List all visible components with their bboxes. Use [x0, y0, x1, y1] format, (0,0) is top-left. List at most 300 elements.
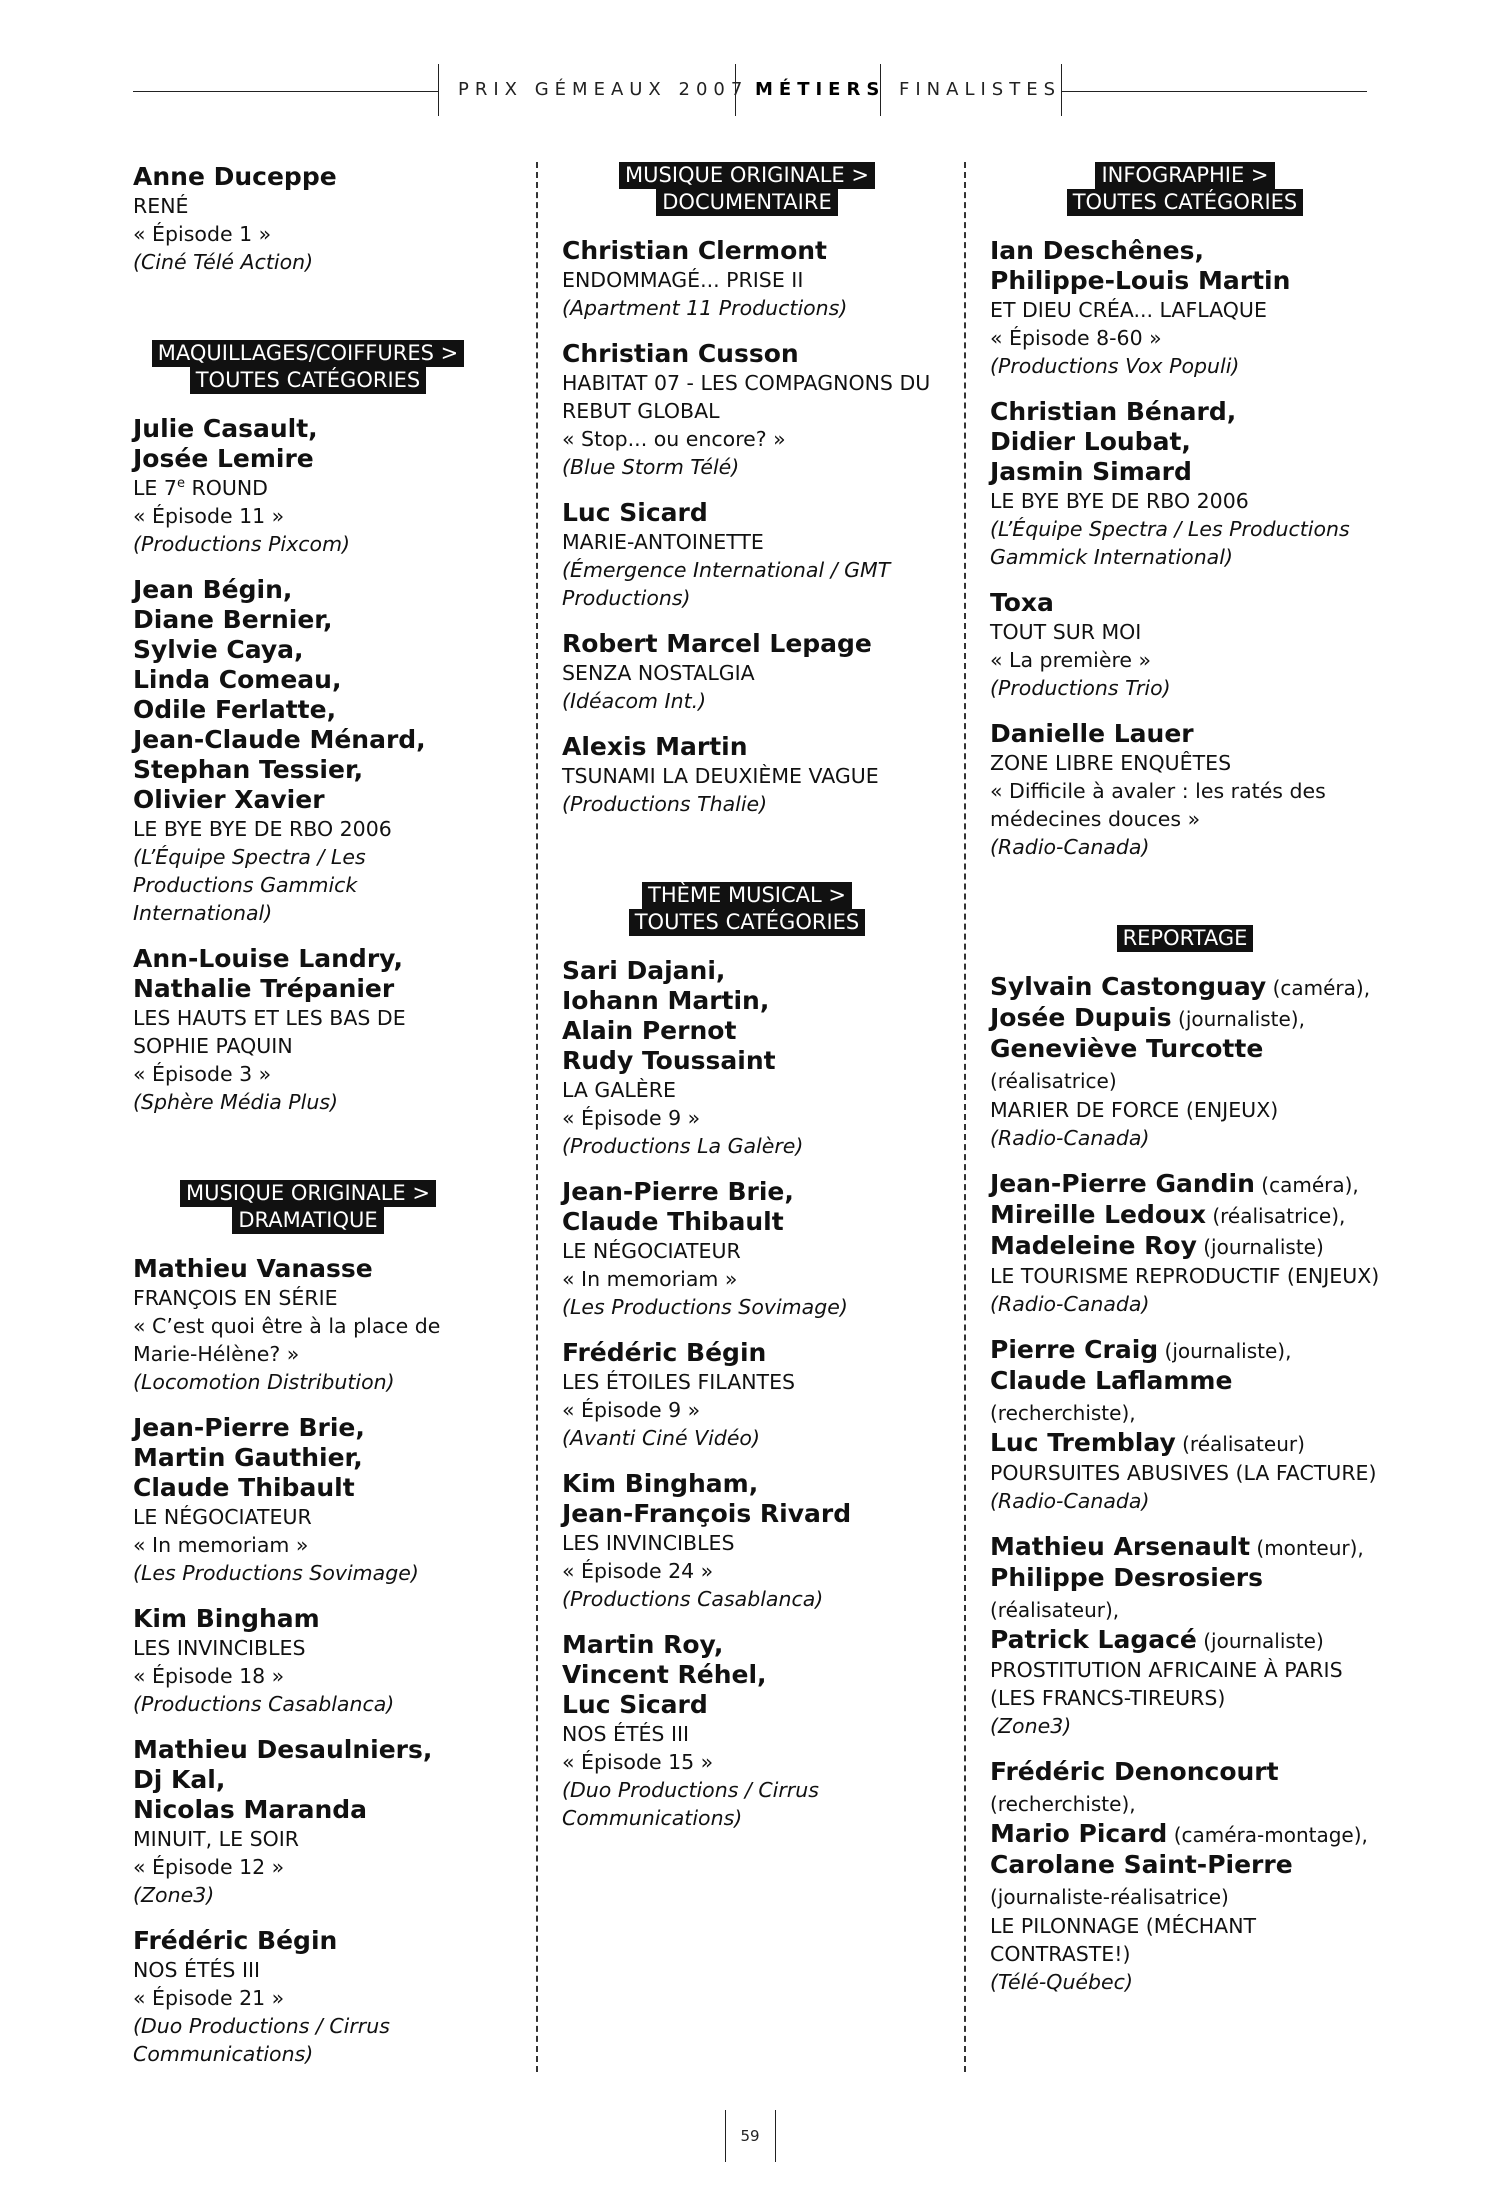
finalist-name: Kim Bingham [133, 1604, 320, 1633]
production-company: (Blue Storm Télé) [562, 455, 740, 479]
finalist-name: Philippe-Louis Martin [990, 266, 1291, 295]
finalist-name-row [990, 427, 1380, 457]
category-heading-line: TOUTES CATÉGORIES [1067, 189, 1304, 216]
production-company: (Apartment 11 Productions) [562, 296, 848, 320]
finalist-entry [562, 1338, 932, 1452]
finalist-names [562, 236, 932, 266]
production-company: (Productions Casablanca) [562, 1587, 824, 1611]
finalist-name: Jean-Claude Ménard, [133, 725, 426, 754]
episode-title: « In memoriam » [562, 1267, 738, 1291]
finalist-name-row [133, 635, 483, 665]
show-title-text: LE BYE BYE DE RBO 2006 [133, 817, 392, 841]
finalist-entry [562, 236, 932, 322]
finalist-entry [562, 1630, 932, 1832]
show-title-text: LES ÉTOILES FILANTES [562, 1370, 796, 1394]
finalist-name-row [562, 1660, 932, 1690]
finalist-name-row [133, 1443, 483, 1473]
finalist-name-row [990, 1819, 1380, 1850]
column-right [990, 162, 1380, 1996]
finalist-name: Mathieu Arsenault [990, 1532, 1251, 1561]
show-title-text: ZONE LIBRE ENQUÊTES [990, 751, 1232, 775]
finalist-name: Sari Dajani, [562, 956, 726, 985]
finalist-name-row [562, 1177, 932, 1207]
show-title [562, 528, 932, 556]
show-title-text: LE NÉGOCIATEUR [133, 1505, 312, 1529]
finalist-name-row [562, 1630, 932, 1660]
finalist-name-row [990, 1563, 1380, 1625]
finalist-name: Ian Deschênes, [990, 236, 1204, 265]
finalist-entry [133, 1926, 483, 2068]
finalist-names [133, 1254, 483, 1284]
finalist-name: Claude Laflamme [990, 1366, 1233, 1395]
finalist-role: (recherchiste), [990, 1401, 1136, 1425]
finalist-name: Mathieu Vanasse [133, 1254, 373, 1283]
show-title [990, 296, 1380, 324]
finalist-role: (journaliste), [1158, 1339, 1292, 1363]
production-company: (Zone3) [990, 1714, 1072, 1738]
finalist-name: Luc Sicard [562, 1690, 708, 1719]
finalist-name: Frédéric Denoncourt [990, 1757, 1279, 1786]
category-heading-line: THÈME MUSICAL > [642, 882, 852, 909]
finalist-name: Jean-Pierre Gandin [990, 1169, 1255, 1198]
finalist-names [562, 339, 932, 369]
category-box [1067, 162, 1304, 216]
category-heading-line: INFOGRAPHIE > [1095, 162, 1274, 189]
category-heading [562, 882, 932, 936]
finalist-names [990, 1169, 1380, 1262]
finalist-names [562, 1630, 932, 1720]
finalist-name-row [133, 1795, 483, 1825]
production-company: (Les Productions Sovimage) [133, 1561, 419, 1585]
production-company: (Productions Casablanca) [133, 1692, 395, 1716]
finalist-name-row [133, 605, 483, 635]
finalist-entry [133, 414, 483, 558]
show-title [562, 1720, 932, 1748]
finalist-name-row [133, 414, 483, 444]
finalist-names [562, 1469, 932, 1529]
show-title-superscript: e [176, 476, 185, 492]
show-title-text: MARIE-ANTOINETTE [562, 530, 764, 554]
finalist-name-row [990, 1757, 1380, 1819]
show-title-text: SENZA NOSTALGIA [562, 661, 755, 685]
category-heading-line: REPORTAGE [1117, 925, 1254, 952]
finalist-name-row [990, 266, 1380, 296]
finalist-role: (réalisatrice) [990, 1069, 1117, 1093]
finalist-names [133, 1604, 483, 1634]
finalist-name-row [562, 1690, 932, 1720]
finalist-section [133, 1180, 483, 2068]
production-company: (Radio-Canada) [990, 1126, 1150, 1150]
show-title [562, 1076, 932, 1104]
show-title [990, 1459, 1380, 1487]
finalist-role: (caméra-montage), [1167, 1823, 1368, 1847]
production-company: (Productions Thalie) [562, 792, 768, 816]
finalist-name-row [990, 972, 1380, 1003]
column-divider-2 [964, 162, 966, 2072]
production-company: (Les Productions Sovimage) [562, 1295, 848, 1319]
show-title [133, 1284, 483, 1312]
header-separator [438, 64, 439, 116]
finalist-name-row [133, 785, 483, 815]
finalist-name-row [133, 1413, 483, 1443]
episode-title: « C’est quoi être à la place de Marie-Hélène? » [133, 1314, 441, 1366]
show-title [990, 1096, 1380, 1124]
category-box [619, 162, 875, 216]
finalist-name: Christian Cusson [562, 339, 799, 368]
finalist-names [990, 588, 1380, 618]
header-separator [1061, 64, 1062, 116]
episode-title: « Épisode 8-60 » [990, 326, 1162, 350]
category-heading-line: DOCUMENTAIRE [656, 189, 837, 216]
finalist-name: Josée Dupuis [990, 1003, 1172, 1032]
finalist-name-row [133, 1765, 483, 1795]
show-title-text: NOS ÉTÉS III [133, 1958, 261, 1982]
finalist-name-row [562, 1207, 932, 1237]
finalist-name: Nathalie Trépanier [133, 974, 395, 1003]
finalist-name-row [990, 457, 1380, 487]
production-company: (Émergence International / GMT Productions) [562, 558, 891, 610]
finalist-name-row [562, 1499, 932, 1529]
finalist-entry [133, 1735, 483, 1909]
finalist-name-row [562, 956, 932, 986]
finalist-name: Jean Bégin, [133, 575, 293, 604]
finalist-name: Odile Ferlatte, [133, 695, 337, 724]
episode-title: « Épisode 3 » [133, 1062, 272, 1086]
finalist-name: Alexis Martin [562, 732, 748, 761]
show-title-text: LE 7 [133, 476, 177, 500]
finalist-section [562, 882, 932, 1832]
finalist-name-row [133, 725, 483, 755]
production-company: (Locomotion Distribution) [133, 1370, 395, 1394]
finalist-name: Vincent Réhel, [562, 1660, 767, 1689]
finalist-names [562, 1177, 932, 1237]
category-box [180, 1180, 436, 1234]
category-box [152, 340, 464, 394]
finalist-name: Carolane Saint-Pierre [990, 1850, 1293, 1879]
show-title-text: ET DIEU CRÉA... LAFLAQUE [990, 298, 1267, 322]
finalist-names [133, 162, 483, 192]
finalist-names [562, 956, 932, 1076]
finalist-name-row [133, 944, 483, 974]
episode-title: « La première » [990, 648, 1152, 672]
header-finalistes: FINALISTES [899, 79, 1061, 100]
episode-title: « Épisode 11 » [133, 504, 285, 528]
finalist-section [133, 162, 483, 276]
finalist-name: Geneviève Turcotte [990, 1034, 1264, 1063]
finalist-role: (journaliste) [1196, 1235, 1324, 1259]
finalist-entry [562, 732, 932, 818]
finalist-name-row [990, 1625, 1380, 1656]
page-number: 59 [740, 2127, 760, 2145]
finalist-entry [990, 1757, 1380, 1996]
finalist-entry [133, 162, 483, 276]
show-title [133, 1825, 483, 1853]
finalist-names [562, 732, 932, 762]
finalist-name-row [990, 1231, 1380, 1262]
finalist-name: Sylvain Castonguay [990, 972, 1267, 1001]
finalist-names [990, 397, 1380, 487]
finalist-name: Claude Thibault [562, 1207, 784, 1236]
finalist-role: (réalisateur) [1175, 1432, 1305, 1456]
show-title-text: LE PILONNAGE (MÉCHANT CONTRASTE!) [990, 1914, 1257, 1966]
show-title [133, 1634, 483, 1662]
episode-title: « Épisode 18 » [133, 1664, 285, 1688]
production-company: (L’Équipe Spectra / Les Productions Gammick International) [133, 845, 366, 925]
finalist-names [133, 414, 483, 474]
show-title [133, 1004, 483, 1060]
finalist-name-row [562, 1469, 932, 1499]
page-number-rule [775, 2110, 776, 2162]
finalist-entry [133, 1254, 483, 1396]
header-separator [880, 64, 881, 116]
finalist-name-row [990, 397, 1380, 427]
show-title-text: LES HAUTS ET LES BAS DE SOPHIE PAQUIN [133, 1006, 406, 1058]
finalist-name-row [562, 1338, 932, 1368]
episode-title: « Épisode 15 » [562, 1750, 714, 1774]
finalist-names [990, 1532, 1380, 1656]
episode-title: « Épisode 1 » [133, 222, 272, 246]
finalist-name: Christian Bénard, [990, 397, 1237, 426]
finalist-name-row [990, 719, 1380, 749]
finalist-name-row [990, 1428, 1380, 1459]
finalist-entry [133, 1413, 483, 1587]
production-company: (Sphère Média Plus) [133, 1090, 338, 1114]
show-title-text: POURSUITES ABUSIVES (LA FACTURE) [990, 1461, 1377, 1485]
finalist-entry [562, 1469, 932, 1613]
show-title [990, 487, 1380, 515]
finalist-role: (recherchiste), [990, 1792, 1136, 1816]
episode-title: « Stop... ou encore? » [562, 427, 786, 451]
column-divider-1 [536, 162, 538, 2072]
finalist-section [990, 925, 1380, 1996]
finalist-name: Philippe Desrosiers [990, 1563, 1263, 1592]
category-heading-line: DRAMATIQUE [232, 1207, 383, 1234]
finalist-names [990, 236, 1380, 296]
show-title-text: TSUNAMI LA DEUXIÈME VAGUE [562, 764, 879, 788]
finalist-names [562, 629, 932, 659]
show-title [562, 1529, 932, 1557]
finalist-name: Luc Tremblay [990, 1428, 1176, 1457]
category-heading [990, 925, 1380, 952]
finalist-names [990, 1335, 1380, 1459]
finalist-name: Diane Bernier, [133, 605, 333, 634]
finalist-role: (caméra), [1254, 1173, 1359, 1197]
finalist-name: Mireille Ledoux [990, 1200, 1206, 1229]
finalist-name: Luc Sicard [562, 498, 708, 527]
show-title-text: FRANÇOIS EN SÉRIE [133, 1286, 338, 1310]
production-company: (Duo Productions / Cirrus Communications) [133, 2014, 390, 2066]
finalist-name: Jean-François Rivard [562, 1499, 852, 1528]
category-heading [562, 162, 932, 216]
show-title [133, 1503, 483, 1531]
show-title-text: LES INVINCIBLES [133, 1636, 306, 1660]
finalist-name-row [990, 236, 1380, 266]
show-title [562, 266, 932, 294]
finalist-name: Dj Kal, [133, 1765, 226, 1794]
finalist-name-row [990, 1532, 1380, 1563]
production-company: (Radio-Canada) [990, 1292, 1150, 1316]
show-title-text: LE BYE BYE DE RBO 2006 [990, 489, 1249, 513]
finalist-name: Frédéric Bégin [133, 1926, 338, 1955]
production-company: (L’Équipe Spectra / Les Productions Gammick International) [990, 517, 1350, 569]
finalist-name-row [562, 236, 932, 266]
show-title-text: LE TOURISME REPRODUCTIF (ENJEUX) [990, 1264, 1380, 1288]
finalist-name-row [133, 1926, 483, 1956]
show-title [133, 192, 483, 220]
category-box [629, 882, 866, 936]
show-title-text: RENÉ [133, 194, 189, 218]
show-title-text: LE NÉGOCIATEUR [562, 1239, 741, 1263]
production-company: (Zone3) [133, 1883, 215, 1907]
finalist-name-row [133, 1254, 483, 1284]
finalist-name: Pierre Craig [990, 1335, 1159, 1364]
show-title-text: LA GALÈRE [562, 1078, 676, 1102]
production-company: (Duo Productions / Cirrus Communications) [562, 1778, 819, 1830]
show-title-text: HABITAT 07 - LES COMPAGNONS DU REBUT GLOBAL [562, 371, 931, 423]
finalist-section [133, 340, 483, 1116]
finalist-name: Madeleine Roy [990, 1231, 1197, 1260]
show-title [562, 1368, 932, 1396]
finalist-name-row [133, 444, 483, 474]
episode-title: « In memoriam » [133, 1533, 309, 1557]
finalist-role: (journaliste) [1196, 1629, 1324, 1653]
finalist-name-row [990, 1850, 1380, 1912]
show-title [133, 815, 483, 843]
finalist-names [133, 575, 483, 815]
column-left [133, 162, 483, 2068]
header-prix-gemeaux: PRIX GÉMEAUX 2007 [458, 79, 749, 100]
finalist-name: Sylvie Caya, [133, 635, 304, 664]
finalist-entry [562, 629, 932, 715]
episode-title: « Difficile à avaler : les ratés des médecines douces » [990, 779, 1326, 831]
finalist-names [562, 498, 932, 528]
finalist-names [990, 1757, 1380, 1912]
show-title-rest: ROUND [184, 476, 268, 500]
finalist-name-row [133, 974, 483, 1004]
page-number-rule [725, 2110, 726, 2162]
finalist-entry [990, 719, 1380, 861]
production-company: (Idéacom Int.) [562, 689, 707, 713]
finalist-name: Anne Duceppe [133, 162, 337, 191]
show-title [133, 1956, 483, 1984]
finalist-entry [133, 944, 483, 1116]
finalist-entry [990, 1169, 1380, 1318]
finalist-name: Robert Marcel Lepage [562, 629, 872, 658]
finalist-role: (réalisateur), [990, 1598, 1120, 1622]
header-rule-right [1061, 91, 1367, 92]
finalist-names [133, 1926, 483, 1956]
show-title [990, 618, 1380, 646]
finalist-name-row [133, 695, 483, 725]
finalist-name: Linda Comeau, [133, 665, 342, 694]
finalist-name: Didier Loubat, [990, 427, 1191, 456]
finalist-name: Iohann Martin, [562, 986, 770, 1015]
finalist-entry [562, 1177, 932, 1321]
category-heading-line: TOUTES CATÉGORIES [190, 367, 427, 394]
finalist-entry [133, 1604, 483, 1718]
finalist-name-row [990, 1034, 1380, 1096]
finalist-name-row [990, 1169, 1380, 1200]
episode-title: « Épisode 12 » [133, 1855, 285, 1879]
category-heading-line: MAQUILLAGES/COIFFURES > [152, 340, 464, 367]
finalist-name: Danielle Lauer [990, 719, 1194, 748]
finalist-entry [990, 588, 1380, 702]
finalist-name: Christian Clermont [562, 236, 827, 265]
finalist-names [133, 1413, 483, 1503]
finalist-name-row [562, 1046, 932, 1076]
show-title [562, 659, 932, 687]
show-title-text: ENDOMMAGÉ... PRISE II [562, 268, 804, 292]
finalist-name: Stephan Tessier, [133, 755, 364, 784]
finalist-name: Jean-Pierre Brie, [562, 1177, 794, 1206]
finalist-name-row [133, 665, 483, 695]
show-title [562, 369, 932, 425]
finalist-section [990, 162, 1380, 861]
finalist-name: Martin Gauthier, [133, 1443, 363, 1472]
production-company: (Ciné Télé Action) [133, 250, 314, 274]
show-title-text: LES INVINCIBLES [562, 1531, 735, 1555]
finalist-role: (journaliste-réalisatrice) [990, 1885, 1229, 1909]
finalist-name-row [990, 1200, 1380, 1231]
finalist-entry [990, 236, 1380, 380]
finalist-name: Alain Pernot [562, 1016, 737, 1045]
finalist-name-row [133, 162, 483, 192]
header-metiers: MÉTIERS [755, 79, 886, 100]
finalist-name-row [990, 588, 1380, 618]
category-heading [133, 340, 483, 394]
finalist-entry [990, 1335, 1380, 1515]
finalist-name: Rudy Toussaint [562, 1046, 776, 1075]
finalist-name: Kim Bingham, [562, 1469, 759, 1498]
finalist-name: Olivier Xavier [133, 785, 325, 814]
finalist-name-row [990, 1366, 1380, 1428]
show-title [990, 749, 1380, 777]
production-company: (Productions La Galère) [562, 1134, 804, 1158]
finalist-role: (journaliste), [1171, 1007, 1305, 1031]
finalist-entry [562, 498, 932, 612]
finalist-name: Jasmin Simard [990, 457, 1192, 486]
finalist-entry [133, 575, 483, 927]
finalist-name-row [133, 1604, 483, 1634]
production-company: (Productions Pixcom) [133, 532, 351, 556]
header-rule-left [133, 91, 438, 92]
show-title [562, 1237, 932, 1265]
finalist-name: Ann-Louise Landry, [133, 944, 404, 973]
finalist-name: Martin Roy, [562, 1630, 724, 1659]
episode-title: « Épisode 24 » [562, 1559, 714, 1583]
category-heading-line: TOUTES CATÉGORIES [629, 909, 866, 936]
finalist-name-row [990, 1003, 1380, 1034]
finalist-name-row [562, 732, 932, 762]
finalist-names [562, 1338, 932, 1368]
production-company: (Radio-Canada) [990, 1489, 1150, 1513]
finalist-role: (réalisatrice), [1205, 1204, 1346, 1228]
episode-title: « Épisode 9 » [562, 1106, 701, 1130]
episode-title: « Épisode 21 » [133, 1986, 285, 2010]
finalist-name-row [562, 629, 932, 659]
episode-title: « Épisode 9 » [562, 1398, 701, 1422]
finalist-name-row [133, 755, 483, 785]
finalist-name-row [990, 1335, 1380, 1366]
production-company: (Productions Trio) [990, 676, 1171, 700]
finalist-entry [990, 1532, 1380, 1740]
show-title-text: MARIER DE FORCE (ENJEUX) [990, 1098, 1279, 1122]
production-company: (Radio-Canada) [990, 835, 1150, 859]
finalist-entry [990, 397, 1380, 571]
finalist-name-row [133, 575, 483, 605]
finalist-name: Mathieu Desaulniers, [133, 1735, 433, 1764]
show-title-text: TOUT SUR MOI [990, 620, 1142, 644]
